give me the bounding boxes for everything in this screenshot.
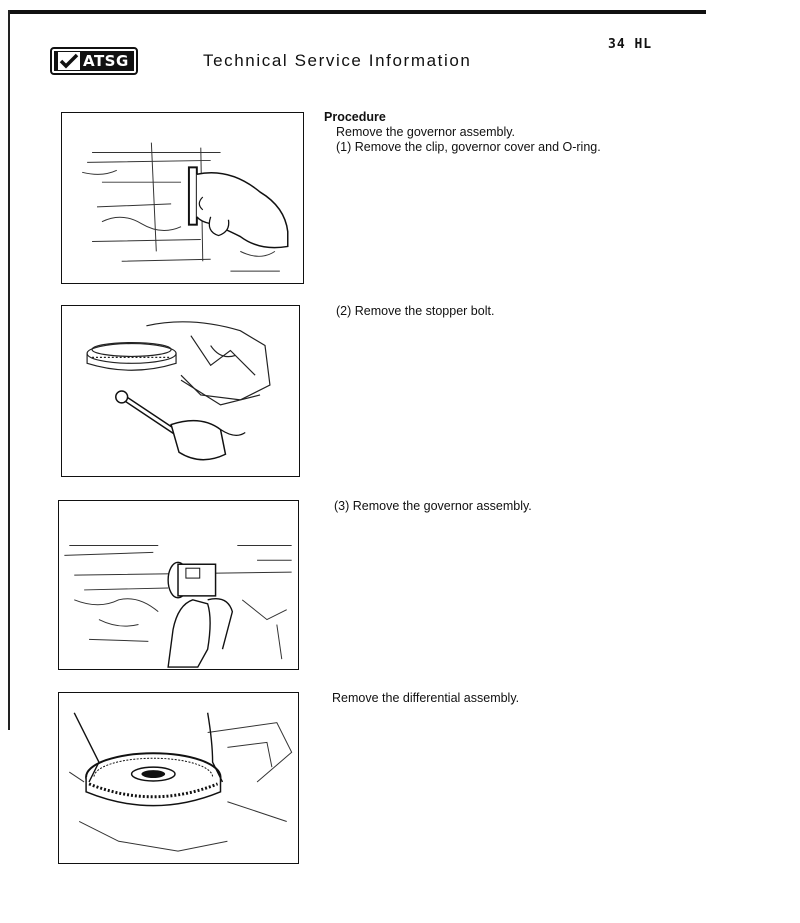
checkmark-icon bbox=[58, 52, 80, 70]
top-rule bbox=[8, 10, 706, 14]
figure-stopper-bolt bbox=[61, 305, 300, 477]
governor-assembly-illustration bbox=[59, 501, 298, 669]
figure-differential-assembly bbox=[58, 692, 299, 864]
step-2-line-1: (2) Remove the stopper bolt. bbox=[336, 304, 495, 318]
procedure-heading: Procedure bbox=[324, 110, 386, 124]
governor-cover-illustration bbox=[62, 113, 303, 283]
step-1-line-2: (1) Remove the clip, governor cover and O-ring. bbox=[336, 140, 601, 154]
step-1-text bbox=[324, 110, 601, 155]
left-rule bbox=[8, 10, 10, 730]
logo-text: ATSG bbox=[83, 52, 129, 70]
page-title: Technical Service Information bbox=[203, 51, 472, 70]
atsg-logo bbox=[50, 47, 138, 75]
step-3-text bbox=[334, 499, 532, 514]
stopper-bolt-illustration bbox=[62, 306, 299, 476]
page-number: 34 HL bbox=[608, 37, 653, 52]
figure-governor-assembly bbox=[58, 500, 299, 670]
step-2-text bbox=[336, 304, 494, 319]
step-4-line-1: Remove the differential assembly. bbox=[332, 691, 520, 705]
step-3-line-1: (3) Remove the governor assembly. bbox=[334, 499, 532, 513]
step-4-text bbox=[332, 691, 519, 706]
step-1-line-1: Remove the governor assembly. bbox=[336, 125, 516, 139]
figure-governor-cover bbox=[61, 112, 304, 284]
differential-assembly-illustration bbox=[59, 693, 298, 863]
